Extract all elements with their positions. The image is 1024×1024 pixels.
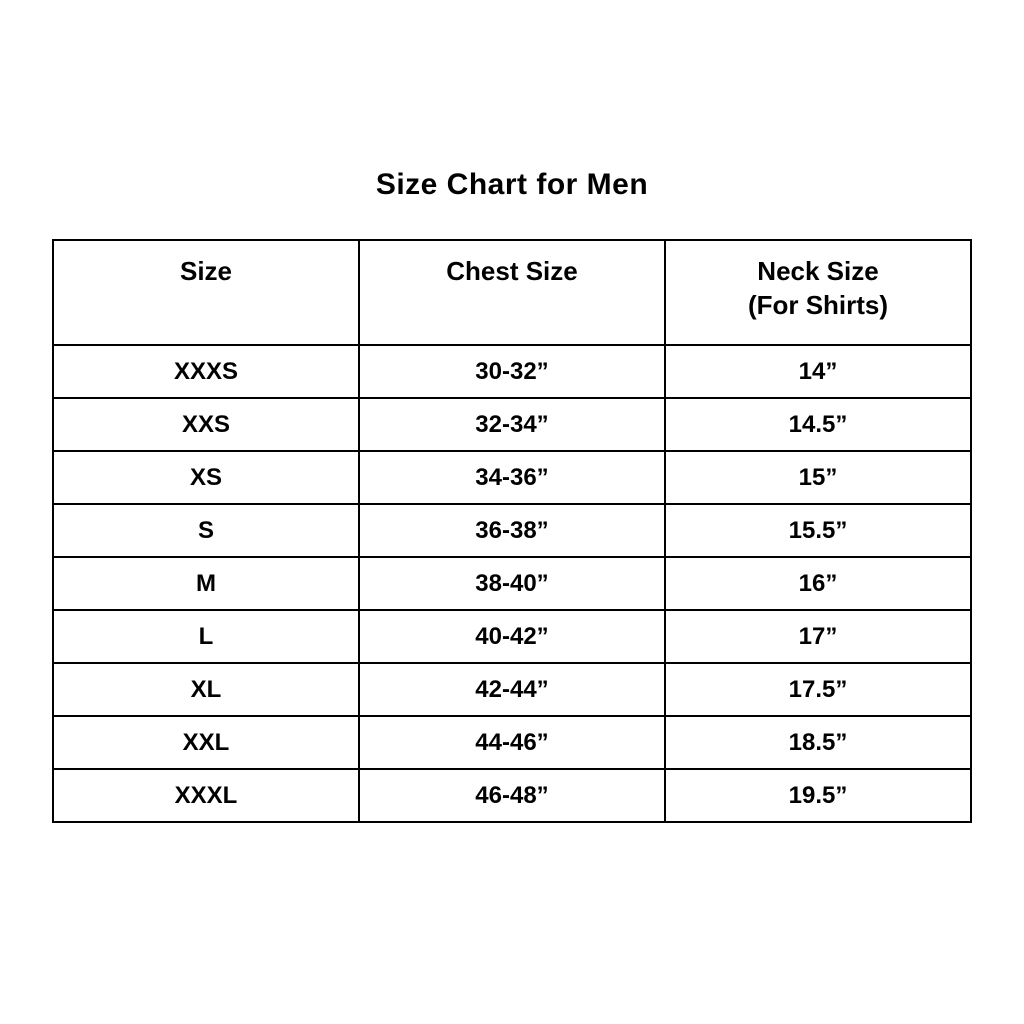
cell-neck: 15” [665,451,971,504]
header-neck-size-line2: (For Shirts) [747,289,889,320]
table-row [53,716,971,769]
cell-chest: 30-32” [359,345,665,398]
cell-size: XL [53,663,359,716]
cell-size: XXL [53,716,359,769]
cell-size: XS [53,451,359,504]
cell-size: XXXS [53,345,359,398]
table-row [53,451,971,504]
cell-chest: 38-40” [359,557,665,610]
cell-size: L [53,610,359,663]
cell-size: XXS [53,398,359,451]
header-neck-size [665,240,971,345]
table-row [53,398,971,451]
cell-chest: 44-46” [359,716,665,769]
cell-chest: 46-48” [359,769,665,822]
size-chart-table [52,239,972,823]
cell-neck: 18.5” [665,716,971,769]
cell-neck: 17” [665,610,971,663]
cell-neck: 15.5” [665,504,971,557]
table-row [53,345,971,398]
table-row [53,504,971,557]
cell-neck: 14.5” [665,398,971,451]
cell-chest: 32-34” [359,398,665,451]
cell-chest: 36-38” [359,504,665,557]
table-header [53,240,971,345]
table-row [53,663,971,716]
cell-neck: 17.5” [665,663,971,716]
header-neck-size-line1: Neck Size [757,256,879,286]
page-title: Size Chart for Men [375,168,649,201]
header-chest-size: Chest Size [359,240,665,345]
table-row [53,610,971,663]
cell-size: S [53,504,359,557]
cell-size: XXXL [53,769,359,822]
cell-neck: 16” [665,557,971,610]
cell-chest: 34-36” [359,451,665,504]
cell-neck: 14” [665,345,971,398]
table-row [53,769,971,822]
cell-size: M [53,557,359,610]
header-size: Size [53,240,359,345]
header-row [53,240,971,345]
cell-chest: 40-42” [359,610,665,663]
cell-neck: 19.5” [665,769,971,822]
table-body [53,345,971,822]
table-row [53,557,971,610]
cell-chest: 42-44” [359,663,665,716]
